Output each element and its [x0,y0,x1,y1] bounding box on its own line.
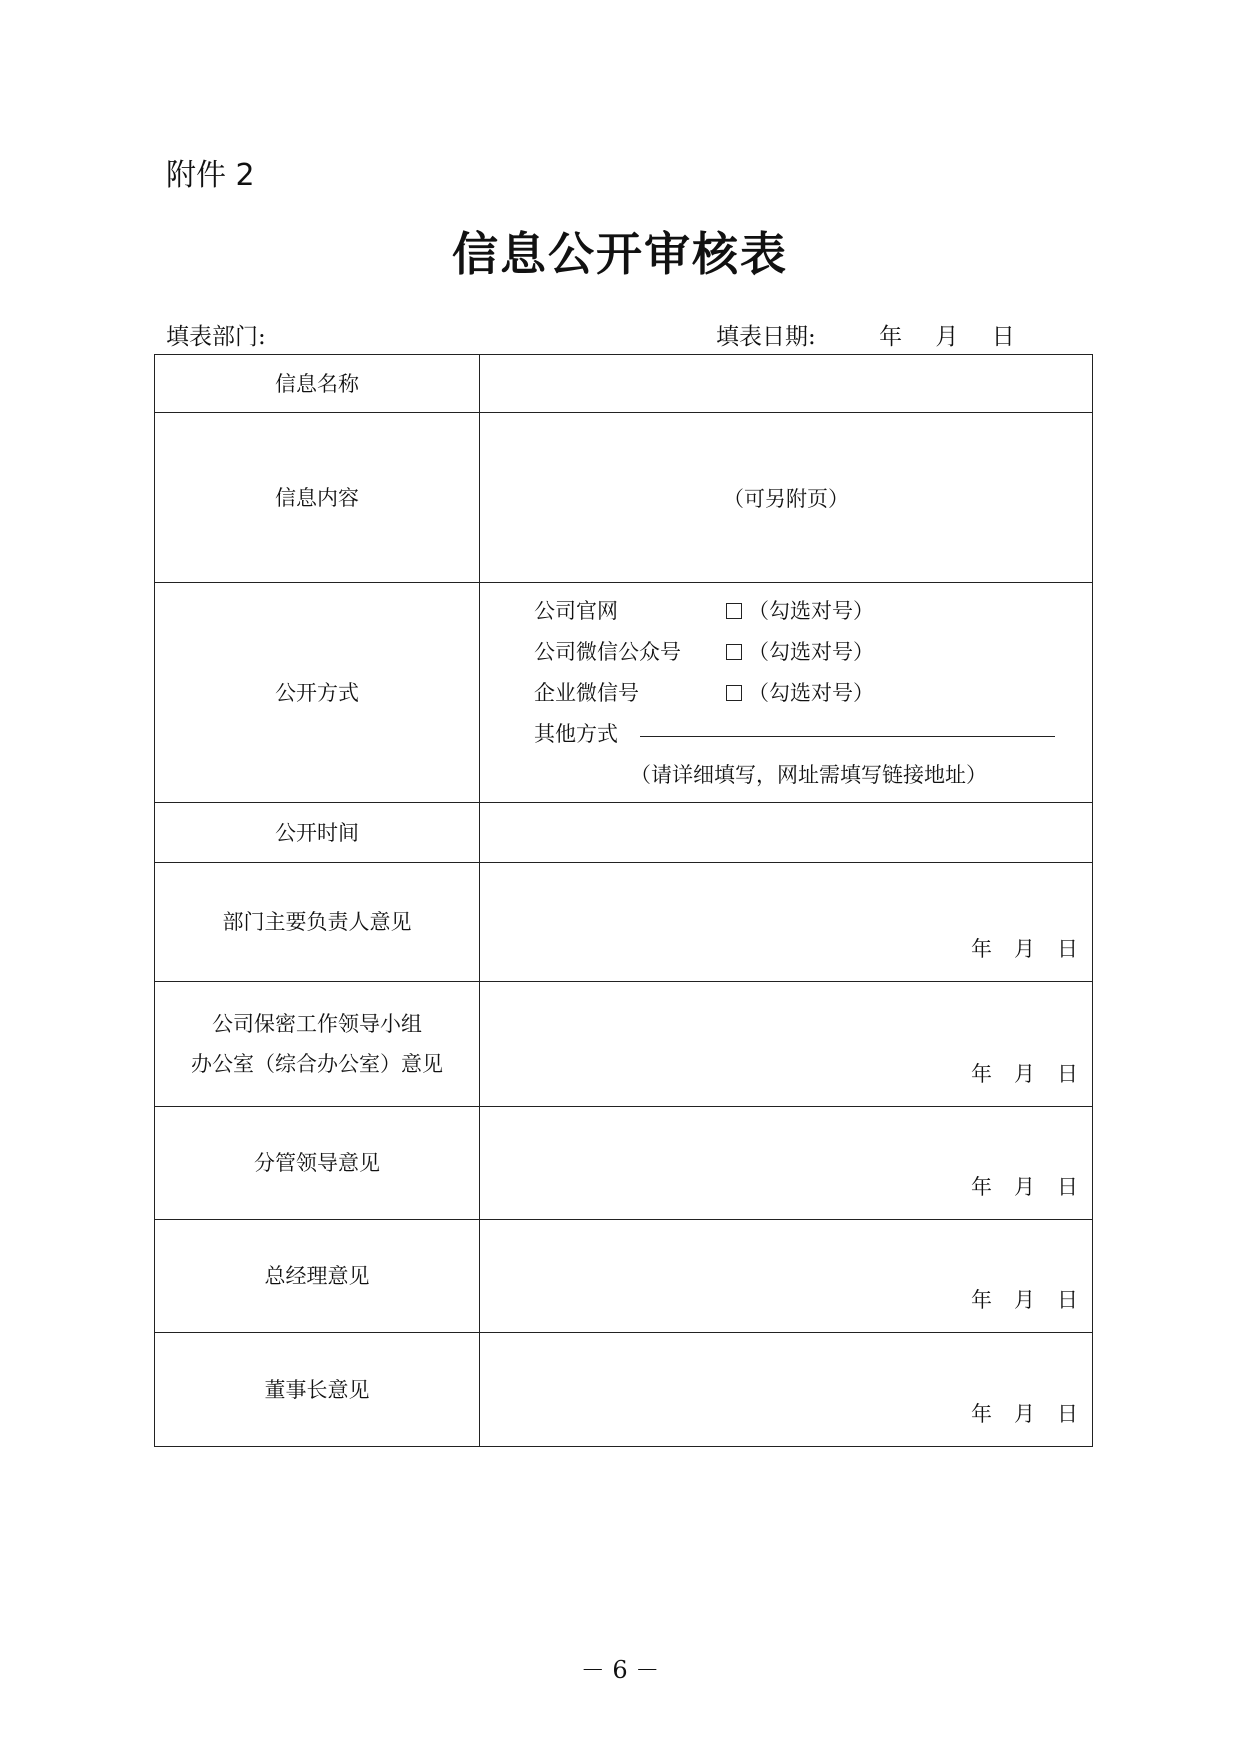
month-unit: 月 [1014,1175,1035,1199]
year-unit: 年 [971,1175,992,1199]
publish-time-field[interactable] [480,803,1093,863]
date-label: 填表日期: [716,324,816,350]
approval-label [155,863,480,982]
other-method-label: 其他方式 [534,722,618,746]
publish-method-field [480,583,1093,803]
info-name-label: 信息名称 [155,355,480,413]
sign-date [949,1398,1078,1428]
date-units [879,324,1041,350]
department-field [166,318,266,351]
year-unit: 年 [971,1062,992,1086]
sign-date [949,1171,1078,1201]
row-approval-secrecy-office [155,982,1093,1107]
day-unit: 日 [1057,937,1078,961]
day-unit: 日 [1057,1062,1078,1086]
row-publish-time [155,803,1093,863]
other-method-hint: （请详细填写，网址需填写链接地址） [630,763,987,787]
month-unit: 月 [1014,1402,1035,1426]
approval-label-line: 总经理意见 [264,1264,370,1288]
page-number: － 6 － [580,1656,660,1684]
approval-label-line: 分管领导意见 [254,1151,380,1175]
approval-label [155,1333,480,1447]
month-unit: 月 [1014,1288,1035,1312]
info-content-field[interactable] [480,413,1093,583]
wecom-checkbox[interactable] [726,685,742,701]
option-other [534,714,1092,755]
day-unit: 日 [1057,1288,1078,1312]
attachment-label: 附件 2 [166,158,255,193]
day-unit: 日 [1057,1175,1078,1199]
publish-time-label: 公开时间 [155,803,480,863]
review-form-table [154,354,1093,1447]
approval-label-line: 董事长意见 [264,1377,370,1402]
website-checkbox[interactable] [726,603,742,619]
row-info-name [155,355,1093,413]
option-label: 企业微信号 [534,681,639,705]
approval-label-line: 办公室（综合办公室）意见 [191,1052,443,1076]
option-label: 公司微信公众号 [534,640,681,664]
sign-date [949,1284,1078,1314]
approval-opinion-field[interactable] [480,1220,1093,1333]
approval-opinion-field[interactable] [480,1107,1093,1220]
option-wechat-official [534,632,1092,673]
row-approval-chairman [155,1333,1093,1447]
other-method-input[interactable] [640,714,1055,737]
year-unit: 年 [879,324,903,350]
info-content-note: （可另附页） [723,486,849,511]
option-hint: （勾选对号） [748,640,874,664]
option-website [534,591,1092,632]
option-hint: （勾选对号） [748,599,874,623]
year-unit: 年 [971,937,992,961]
approval-label-line: 部门主要负责人意见 [222,910,412,934]
year-unit: 年 [971,1288,992,1312]
row-info-content [155,413,1093,583]
option-hint: （勾选对号） [748,681,874,705]
sign-date [949,1058,1078,1088]
approval-label [155,1107,480,1220]
form-title: 信息公开审核表 [452,227,788,281]
day-unit: 日 [991,324,1015,350]
row-approval-general-manager [155,1220,1093,1333]
department-label: 填表部门: [166,324,266,350]
wechat-official-checkbox[interactable] [726,644,742,660]
approval-opinion-field[interactable] [480,863,1093,982]
option-wecom [534,673,1092,714]
month-unit: 月 [1014,1062,1035,1086]
approval-label [155,982,480,1107]
row-publish-method [155,583,1093,803]
row-approval-deputy [155,1107,1093,1220]
option-label: 公司官网 [534,599,618,623]
approval-label [155,1220,480,1333]
month-unit: 月 [1014,937,1035,961]
info-name-field[interactable] [480,355,1093,413]
month-unit: 月 [935,324,959,350]
info-content-label: 信息内容 [155,413,480,583]
sign-date [949,933,1078,963]
approval-label-line: 公司保密工作领导小组 [212,1012,422,1036]
publish-method-label: 公开方式 [155,583,480,803]
date-field [716,318,1041,351]
year-unit: 年 [971,1402,992,1426]
day-unit: 日 [1057,1402,1078,1426]
row-approval-dept-head [155,863,1093,982]
approval-opinion-field[interactable] [480,1333,1093,1447]
approval-opinion-field[interactable] [480,982,1093,1107]
